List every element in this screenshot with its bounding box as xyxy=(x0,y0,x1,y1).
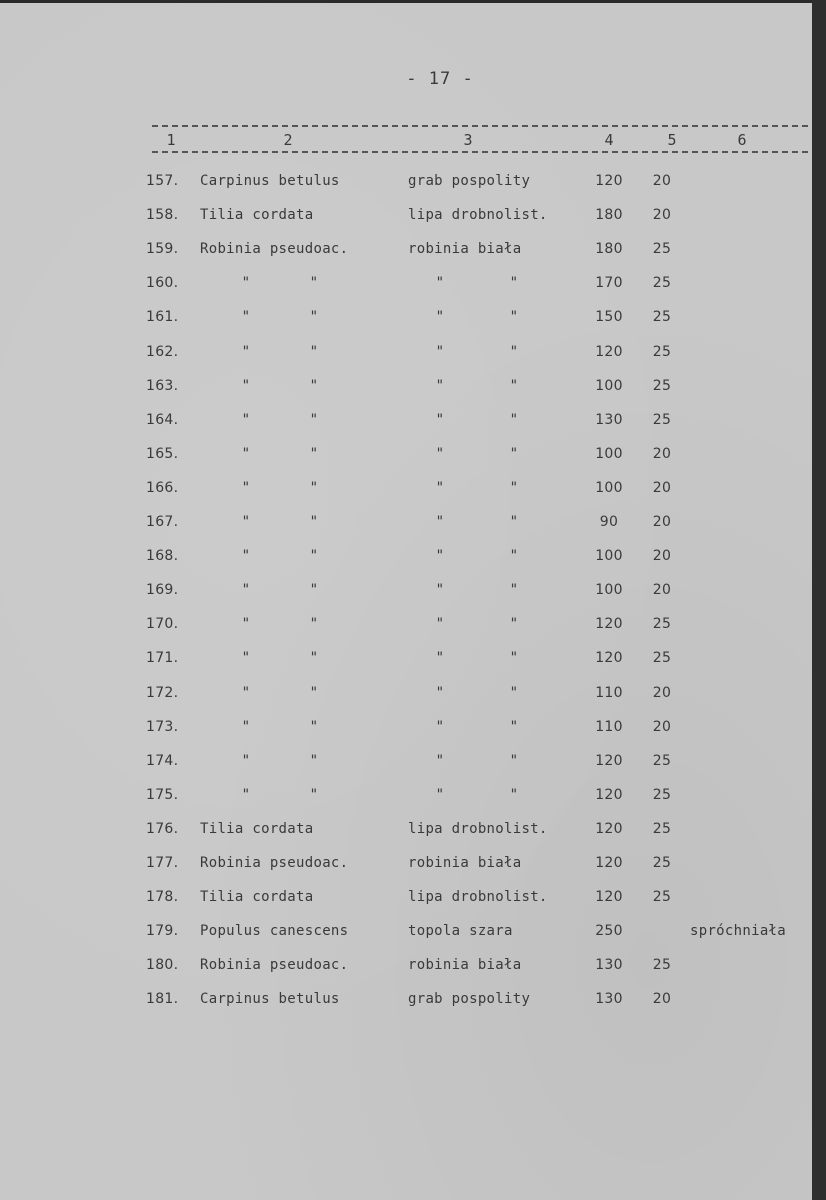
height-value: 180 xyxy=(595,241,623,258)
table-row xyxy=(0,207,812,241)
table-row xyxy=(0,923,812,957)
column-number-3: 3 xyxy=(463,131,473,149)
ditto-mark: " xyxy=(435,786,445,803)
ditto-mark: " xyxy=(435,275,445,292)
ditto-mark: " xyxy=(435,718,445,735)
ditto-mark: " xyxy=(241,684,251,701)
ditto-mark: " xyxy=(509,479,519,496)
diameter-value: 20 xyxy=(652,445,672,462)
polish-name: lipa drobnolist. xyxy=(408,820,548,837)
table-row xyxy=(0,753,812,787)
page-number: - 17 - xyxy=(406,69,474,89)
ditto-mark: " xyxy=(241,479,251,496)
ditto-mark: " xyxy=(509,445,519,462)
ditto-mark: " xyxy=(435,752,445,769)
height-value: 150 xyxy=(595,309,623,326)
column-number-1: 1 xyxy=(166,131,176,149)
ditto-mark: " xyxy=(241,718,251,735)
row-number: 176. xyxy=(146,820,179,837)
row-number: 166. xyxy=(146,479,179,496)
latin-name: Robinia pseudoac. xyxy=(200,957,349,974)
row-number: 178. xyxy=(146,889,179,906)
diameter-value: 25 xyxy=(652,650,672,667)
ditto-mark: " xyxy=(241,514,251,530)
diameter-value: 25 xyxy=(652,343,672,360)
row-number: 163. xyxy=(146,377,179,394)
column-number-6: 6 xyxy=(737,131,747,149)
table-row xyxy=(0,991,812,1025)
diameter-value: 25 xyxy=(652,241,672,258)
diameter-value: 20 xyxy=(652,548,672,565)
table-row xyxy=(0,616,812,650)
ditto-mark: " xyxy=(509,514,519,530)
row-number: 177. xyxy=(146,855,179,871)
ditto-mark: " xyxy=(509,616,519,633)
latin-name: Carpinus betulus xyxy=(200,991,340,1008)
row-number: 168. xyxy=(146,548,179,565)
ditto-mark: " xyxy=(435,684,445,701)
ditto-mark: " xyxy=(241,752,251,769)
height-value: 130 xyxy=(595,991,623,1008)
table-row xyxy=(0,446,812,480)
latin-name: Tilia cordata xyxy=(200,889,314,906)
table-header-top-rule xyxy=(152,125,808,127)
height-value: 110 xyxy=(595,684,623,701)
ditto-mark: " xyxy=(309,718,319,735)
diameter-value: 25 xyxy=(652,616,672,633)
ditto-mark: " xyxy=(241,377,251,394)
row-number: 158. xyxy=(146,207,179,224)
latin-name: Populus canescens xyxy=(200,923,349,940)
height-value: 120 xyxy=(595,752,623,769)
diameter-value: 20 xyxy=(652,991,672,1008)
table-row xyxy=(0,650,812,684)
diameter-value: 25 xyxy=(652,309,672,326)
row-number: 162. xyxy=(146,343,179,360)
height-value: 170 xyxy=(595,275,623,292)
latin-name: Robinia pseudoac. xyxy=(200,855,349,871)
ditto-mark: " xyxy=(509,786,519,803)
ditto-mark: " xyxy=(309,786,319,803)
ditto-mark: " xyxy=(309,752,319,769)
diameter-value: 25 xyxy=(652,855,672,871)
table-row xyxy=(0,514,812,548)
height-value: 110 xyxy=(595,718,623,735)
height-value: 250 xyxy=(595,923,623,940)
table-row xyxy=(0,889,812,923)
ditto-mark: " xyxy=(309,445,319,462)
ditto-mark: " xyxy=(509,582,519,599)
ditto-mark: " xyxy=(509,718,519,735)
ditto-mark: " xyxy=(241,616,251,633)
diameter-value: 25 xyxy=(652,957,672,974)
ditto-mark: " xyxy=(435,616,445,633)
ditto-mark: " xyxy=(509,309,519,326)
diameter-value: 20 xyxy=(652,207,672,224)
ditto-mark: " xyxy=(435,343,445,360)
table-row xyxy=(0,787,812,821)
row-number: 175. xyxy=(146,786,179,803)
ditto-mark: " xyxy=(241,786,251,803)
height-value: 180 xyxy=(595,207,623,224)
height-value: 130 xyxy=(595,957,623,974)
table-row xyxy=(0,344,812,378)
row-number: 161. xyxy=(146,309,179,326)
ditto-mark: " xyxy=(241,411,251,428)
row-number: 159. xyxy=(146,241,179,258)
height-value: 100 xyxy=(595,377,623,394)
diameter-value: 20 xyxy=(652,514,672,530)
polish-name: lipa drobnolist. xyxy=(408,207,548,224)
ditto-mark: " xyxy=(309,684,319,701)
polish-name: robinia biała xyxy=(408,241,522,258)
height-value: 130 xyxy=(595,411,623,428)
page-edge-shadow xyxy=(812,0,826,1200)
diameter-value: 25 xyxy=(652,275,672,292)
height-value: 100 xyxy=(595,548,623,565)
table-row xyxy=(0,548,812,582)
ditto-mark: " xyxy=(435,582,445,599)
ditto-mark: " xyxy=(241,582,251,599)
row-number: 164. xyxy=(146,411,179,428)
ditto-mark: " xyxy=(509,752,519,769)
polish-name: lipa drobnolist. xyxy=(408,889,548,906)
table-row xyxy=(0,685,812,719)
polish-name: robinia biała xyxy=(408,957,522,974)
table-row xyxy=(0,412,812,446)
ditto-mark: " xyxy=(435,514,445,530)
ditto-mark: " xyxy=(509,343,519,360)
height-value: 120 xyxy=(595,786,623,803)
height-value: 120 xyxy=(595,820,623,837)
ditto-mark: " xyxy=(309,514,319,530)
ditto-mark: " xyxy=(241,343,251,360)
table-row xyxy=(0,719,812,753)
table-row xyxy=(0,957,812,991)
row-number: 157. xyxy=(146,173,179,189)
diameter-value: 25 xyxy=(652,411,672,428)
diameter-value: 25 xyxy=(652,889,672,906)
row-number: 179. xyxy=(146,923,179,940)
diameter-value: 20 xyxy=(652,173,672,189)
height-value: 100 xyxy=(595,582,623,599)
table-row xyxy=(0,821,812,855)
ditto-mark: " xyxy=(309,343,319,360)
polish-name: grab pospolity xyxy=(408,173,531,189)
ditto-mark: " xyxy=(435,548,445,565)
ditto-mark: " xyxy=(241,275,251,292)
ditto-mark: " xyxy=(435,377,445,394)
row-number: 173. xyxy=(146,718,179,735)
table-row xyxy=(0,855,812,889)
table-header-bottom-rule xyxy=(152,151,808,153)
ditto-mark: " xyxy=(435,309,445,326)
row-number: 172. xyxy=(146,684,179,701)
ditto-mark: " xyxy=(509,548,519,565)
polish-name: topola szara xyxy=(408,923,513,940)
row-number: 167. xyxy=(146,514,179,530)
ditto-mark: " xyxy=(241,445,251,462)
row-number: 180. xyxy=(146,957,179,974)
row-number: 160. xyxy=(146,275,179,292)
diameter-value: 20 xyxy=(652,479,672,496)
ditto-mark: " xyxy=(241,309,251,326)
ditto-mark: " xyxy=(509,650,519,667)
latin-name: Carpinus betulus xyxy=(200,173,340,189)
ditto-mark: " xyxy=(309,548,319,565)
diameter-value: 20 xyxy=(652,718,672,735)
height-value: 120 xyxy=(595,650,623,667)
table-row xyxy=(0,378,812,412)
diameter-value: 20 xyxy=(652,684,672,701)
column-number-5: 5 xyxy=(667,131,677,149)
ditto-mark: " xyxy=(309,309,319,326)
ditto-mark: " xyxy=(309,616,319,633)
polish-name: grab pospolity xyxy=(408,991,531,1008)
table-row xyxy=(0,309,812,343)
row-number: 171. xyxy=(146,650,179,667)
diameter-value: 25 xyxy=(652,820,672,837)
table-row xyxy=(0,582,812,616)
ditto-mark: " xyxy=(309,275,319,292)
ditto-mark: " xyxy=(241,650,251,667)
latin-name: Robinia pseudoac. xyxy=(200,241,349,258)
table-row xyxy=(0,241,812,275)
ditto-mark: " xyxy=(435,411,445,428)
diameter-value: 20 xyxy=(652,582,672,599)
height-value: 100 xyxy=(595,445,623,462)
diameter-value: 25 xyxy=(652,377,672,394)
ditto-mark: " xyxy=(509,411,519,428)
height-value: 90 xyxy=(599,514,619,530)
height-value: 120 xyxy=(595,616,623,633)
height-value: 100 xyxy=(595,479,623,496)
column-number-4: 4 xyxy=(604,131,614,149)
ditto-mark: " xyxy=(309,650,319,667)
row-number: 174. xyxy=(146,752,179,769)
polish-name: robinia biała xyxy=(408,855,522,871)
note: spróchniała xyxy=(690,923,787,940)
height-value: 120 xyxy=(595,173,623,189)
column-number-2: 2 xyxy=(283,131,293,149)
ditto-mark: " xyxy=(435,445,445,462)
ditto-mark: " xyxy=(309,377,319,394)
ditto-mark: " xyxy=(241,548,251,565)
diameter-value: 25 xyxy=(652,786,672,803)
row-number: 170. xyxy=(146,616,179,633)
height-value: 120 xyxy=(595,855,623,871)
row-number: 181. xyxy=(146,991,179,1008)
height-value: 120 xyxy=(595,889,623,906)
row-number: 169. xyxy=(146,582,179,599)
ditto-mark: " xyxy=(509,377,519,394)
table-row xyxy=(0,275,812,309)
diameter-value: 25 xyxy=(652,752,672,769)
ditto-mark: " xyxy=(309,479,319,496)
ditto-mark: " xyxy=(435,479,445,496)
ditto-mark: " xyxy=(509,275,519,292)
row-number: 165. xyxy=(146,445,179,462)
latin-name: Tilia cordata xyxy=(200,207,314,224)
ditto-mark: " xyxy=(309,411,319,428)
table-row xyxy=(0,480,812,514)
height-value: 120 xyxy=(595,343,623,360)
ditto-mark: " xyxy=(509,684,519,701)
ditto-mark: " xyxy=(309,582,319,599)
ditto-mark: " xyxy=(435,650,445,667)
table-row xyxy=(0,173,812,207)
latin-name: Tilia cordata xyxy=(200,820,314,837)
